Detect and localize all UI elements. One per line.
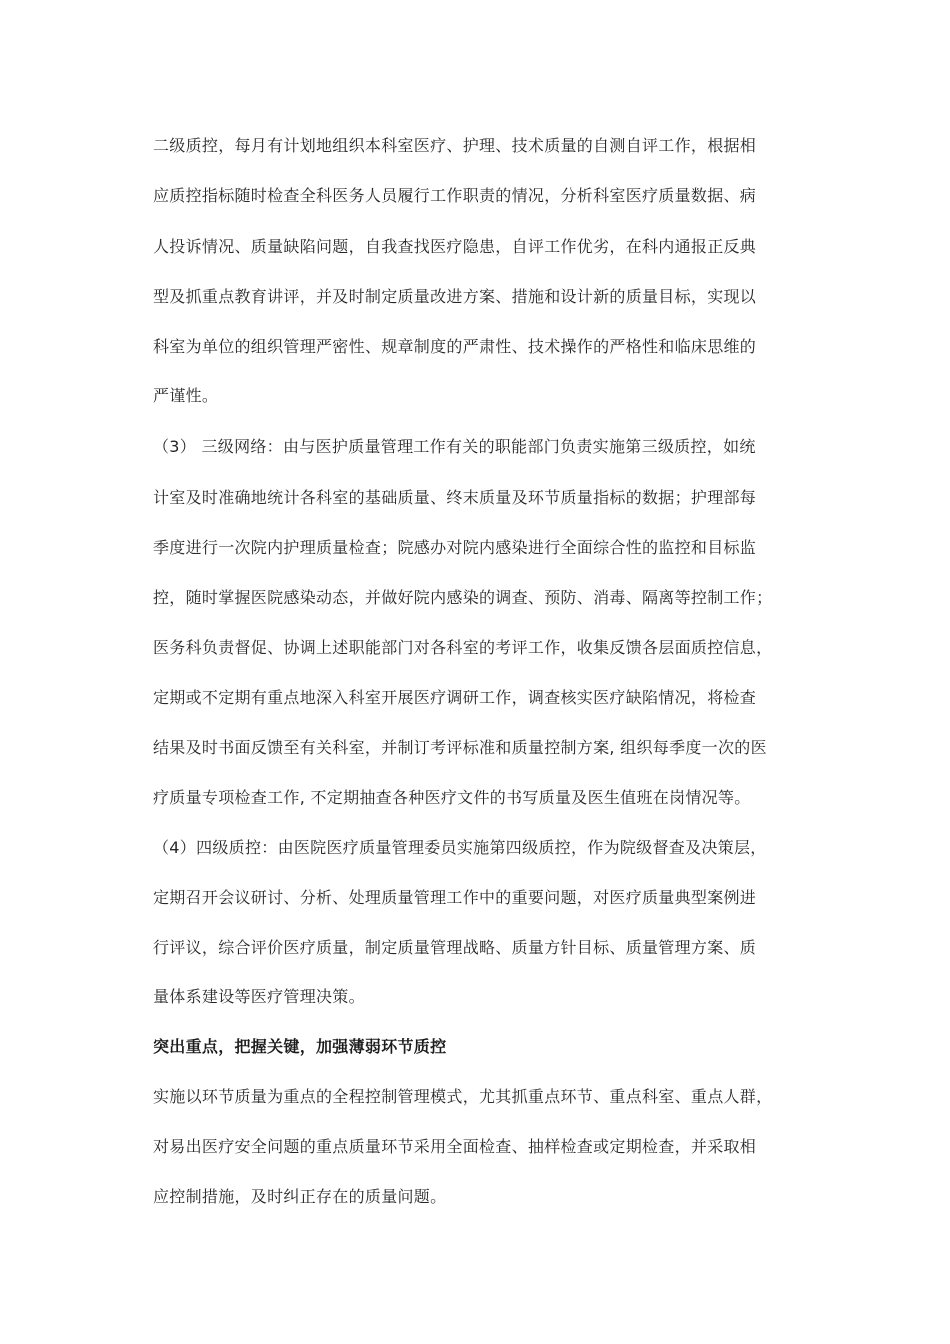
body-text-line: 实施以环节质量为重点的全程控制管理模式，尤其抓重点环节、重点科室、重点人群， [153,1087,773,1106]
body-text-line: 定期召开会议研讨、分析、处理质量管理工作中的重要问题，对医疗质量典型案例进 [153,888,757,907]
body-text-line: 严谨性。 [153,386,219,405]
body-text-line: 行评议，综合评价医疗质量，制定质量管理战略、质量方针目标、质量管理方案、质 [153,938,757,957]
body-text-line: 控，随时掌握医院感染动态，并做好院内感染的调查、预防、消毒、隔离等控制工作； [153,588,773,607]
body-text-line: （4）四级质控：由医院医疗质量管理委员实施第四级质控，作为院级督查及决策层， [153,838,767,857]
body-text-line: 疗质量专项检查工作, 不定期抽查各种医疗文件的书写质量及医生值班在岗情况等。 [153,788,751,807]
body-text-line: 人投诉情况、质量缺陷问题，自我查找医疗隐患，自评工作优劣，在科内通报正反典 [153,237,757,256]
body-text-line: （3） 三级网络：由与医护质量管理工作有关的职能部门负责实施第三级质控，如统 [153,437,756,456]
body-text-line: 量体系建设等医疗管理决策。 [153,987,365,1006]
body-text-line: 型及抓重点教育讲评，并及时制定质量改进方案、措施和设计新的质量目标，实现以 [153,287,757,306]
body-text-line: 二级质控，每月有计划地组织本科室医疗、护理、技术质量的自测自评工作，根据相 [153,136,757,155]
section-heading: 突出重点，把握关键，加强薄弱环节质控 [153,1037,447,1056]
body-text-line: 计室及时准确地统计各科室的基础质量、终末质量及环节质量指标的数据；护理部每 [153,488,757,507]
body-text-line: 医务科负责督促、协调上述职能部门对各科室的考评工作，收集反馈各层面质控信息， [153,638,773,657]
body-text-line: 定期或不定期有重点地深入科室开展医疗调研工作，调查核实医疗缺陷情况，将检查 [153,688,757,707]
body-text-line: 对易出医疗安全问题的重点质量环节采用全面检查、抽样检查或定期检查，并采取相 [153,1137,757,1156]
body-text-line: 季度进行一次院内护理质量检查；院感办对院内感染进行全面综合性的监控和目标监 [153,538,757,557]
body-text-line: 结果及时书面反馈至有关科室，并制订考评标准和质量控制方案, 组织每季度一次的医 [153,738,767,757]
body-text-line: 应控制措施，及时纠正存在的质量问题。 [153,1187,447,1206]
body-text-line: 科室为单位的组织管理严密性、规章制度的严肃性、技术操作的严格性和临床思维的 [153,337,757,356]
body-text-line: 应质控指标随时检查全科医务人员履行工作职责的情况，分析科室医疗质量数据、病 [153,186,757,205]
